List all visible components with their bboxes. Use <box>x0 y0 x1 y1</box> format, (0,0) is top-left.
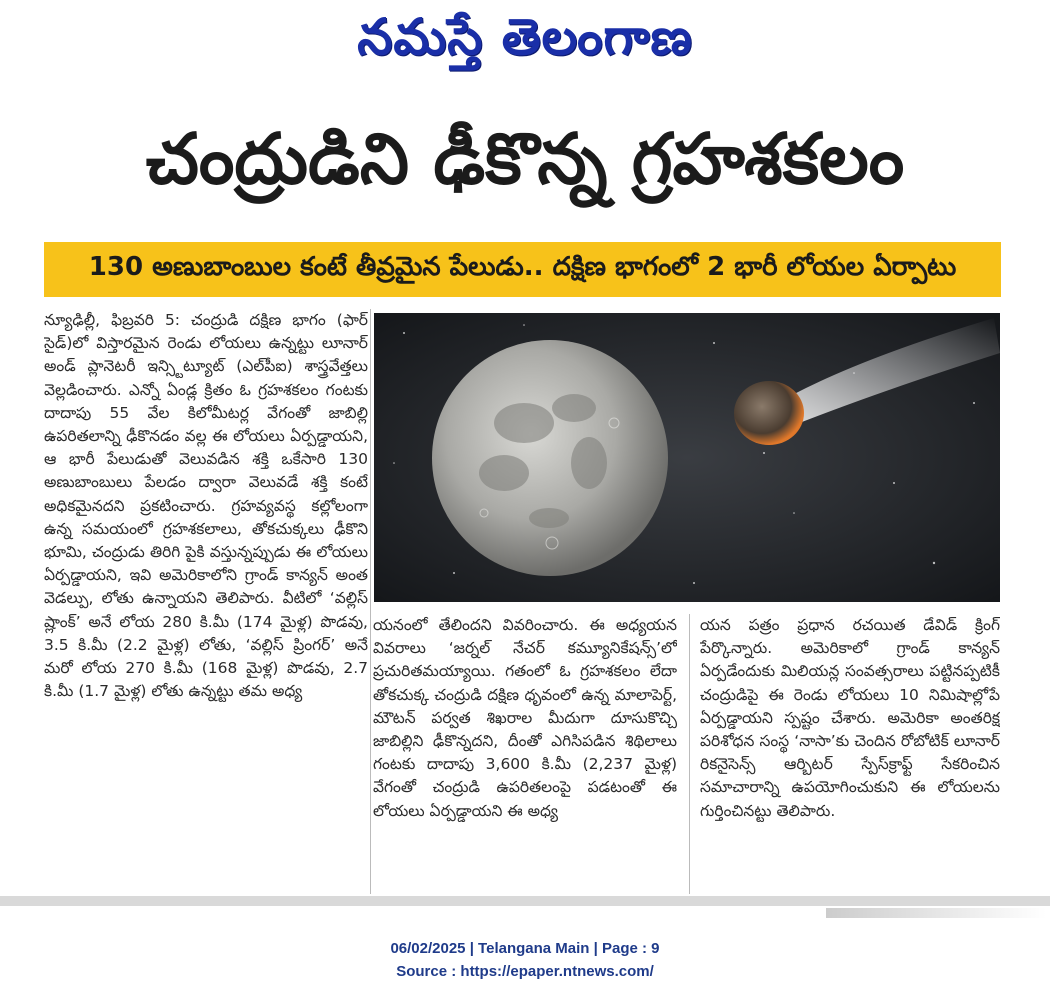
masthead-logo: నమస్తే తెలంగాణ <box>357 8 693 66</box>
headline: చంద్రుడిని ఢీకొన్న గ్రహశకలం <box>145 118 905 200</box>
asteroid <box>734 381 804 445</box>
page-bottom-strip <box>0 896 1050 906</box>
column-divider-2 <box>689 614 690 894</box>
column-divider-1 <box>370 309 371 894</box>
moon <box>432 340 668 576</box>
footer-date-page: 06/02/2025 | Telangana Main | Page : 9 <box>390 940 660 957</box>
article-column-3: యన పత్రం ప్రధాన రచయిత డేవిడ్ క్రింగ్ పేర్కొన్నారు. అమెరికాలో గ్రాండ్ కాన్యన్ ఏర్పడేందుకు మిలియన్ల సంవత్సరాలు పట్టినప్పటికీ చంద్రుడిపై ఈ రెండు లోయలు 10 నిమిషాల్లోపే ఏర్పడ్డాయని స్పష్టం చేశారు. అమెరికా అంతరిక్ష పరిశోధన సంస్థ ‘నాసా’కు చెందిన రోబోటిక్ లూనార్ రికనైసెన్స్ ఆర్బిటర్ స్పేస్‌క్రాఫ్ట్ సేకరించిన సమాచారాన్ని ఉపయోగించుకుని ఈ లోయలను గుర్తించినట్టు తెలిపారు. <box>700 616 1000 820</box>
moon-asteroid-photo <box>374 313 1000 602</box>
subheadline-banner: 130 అణుబాంబుల కంటే తీవ్రమైన పేలుడు.. దక్షిణ భాగంలో 2 భారీ లోయల ఏర్పాటు <box>44 242 1001 297</box>
footer-source: Source : https://epaper.ntnews.com/ <box>396 963 654 980</box>
article-column-2: యనంలో తేలిందని వివరించారు. ఈ అధ్యయన వివరాలు ‘జర్నల్ నేచర్ కమ్యూనికేషన్స్’లో ప్రచురితమయ్యాయి. గతంలో ఓ గ్రహశకలం లేదా తోకచుక్క చంద్రుడి దక్షిణ ధృవంలో ఉన్న మాలాపెర్ట్, మౌటన్ పర్వత శిఖరాల మీదుగా దూసుకొచ్చి జాబిల్లిని ఢీకొన్నదని, దీంతో ఎగిసిపడిన శిథిలాలు గంటకు దాదాపు 3,600 కి.మీ (2,237 మైళ్ల) వేగంతో చంద్రుడి ఉపరితలంపై పడటంతో ఈ లోయలు ఏర్పడ్డాయని ఈ అధ్య <box>373 616 677 820</box>
article-column-1: న్యూఢిల్లీ, ఫిబ్రవరి 5: చంద్రుడి దక్షిణ భాగం (ఫార్ సైడ్)లో విస్తారమైన రెండు లోయలు ఉన్నట్టు లూనార్ అండ్ ప్లానెటరీ ఇన్స్టిట్యూట్ (ఎల్‌పీఐ) శాస్త్రవేత్తలు వెల్లడించారు. ఎన్నో ఏండ్ల క్రితం ఓ గ్రహశకలం గంటకు దాదాపు 55 వేల కిలోమీటర్ల వేగంతో జాబిల్లి ఉపరితలాన్ని ఢీకొనడం వల్ల ఈ లోయలు ఏర్పడ్డాయని, ఆ భారీ పేలుడుతో వెలువడిన శక్తి ఒకేసారి 130 అణుబాంబులు పేలడం ద్వారా వెలువడే శక్తి కంటే అధికమైనదని ప్రకటించారు. గ్రహవ్యవస్థ కల్లోలంగా ఉన్న సమయంలో గ్రహశకలాలు, తోకచుక్కలు ఢీకొని భూమి, చంద్రుడు తిరిగి పైకి వస్తున్నప్పుడు ఈ లోయలు ఏర్పడ్డాయని, ఇవి అమెరికాలోని గ్రాండ్ కాన్యన్ అంత వెడల్పు, లోతు ఉన్నాయని తెలిపారు. వీటిలో ‘వల్లిస్ ష్లాంక్’ అనే లోయ 280 కి.మీ (174 మైళ్ల) పొడవు, 3.5 కి.మీ (2.2 మైళ్ల) లోతు, ‘వల్లిస్ ప్రింగర్’ అనే మరో లోయ 270 కి.మీ (168 మైళ్ల) పొడవు, 2.7 కి.మీ (1.7 మైళ్ల) లోతు ఉన్నట్టు తమ అధ్య <box>44 311 368 701</box>
next-article-fragment <box>826 908 1046 918</box>
